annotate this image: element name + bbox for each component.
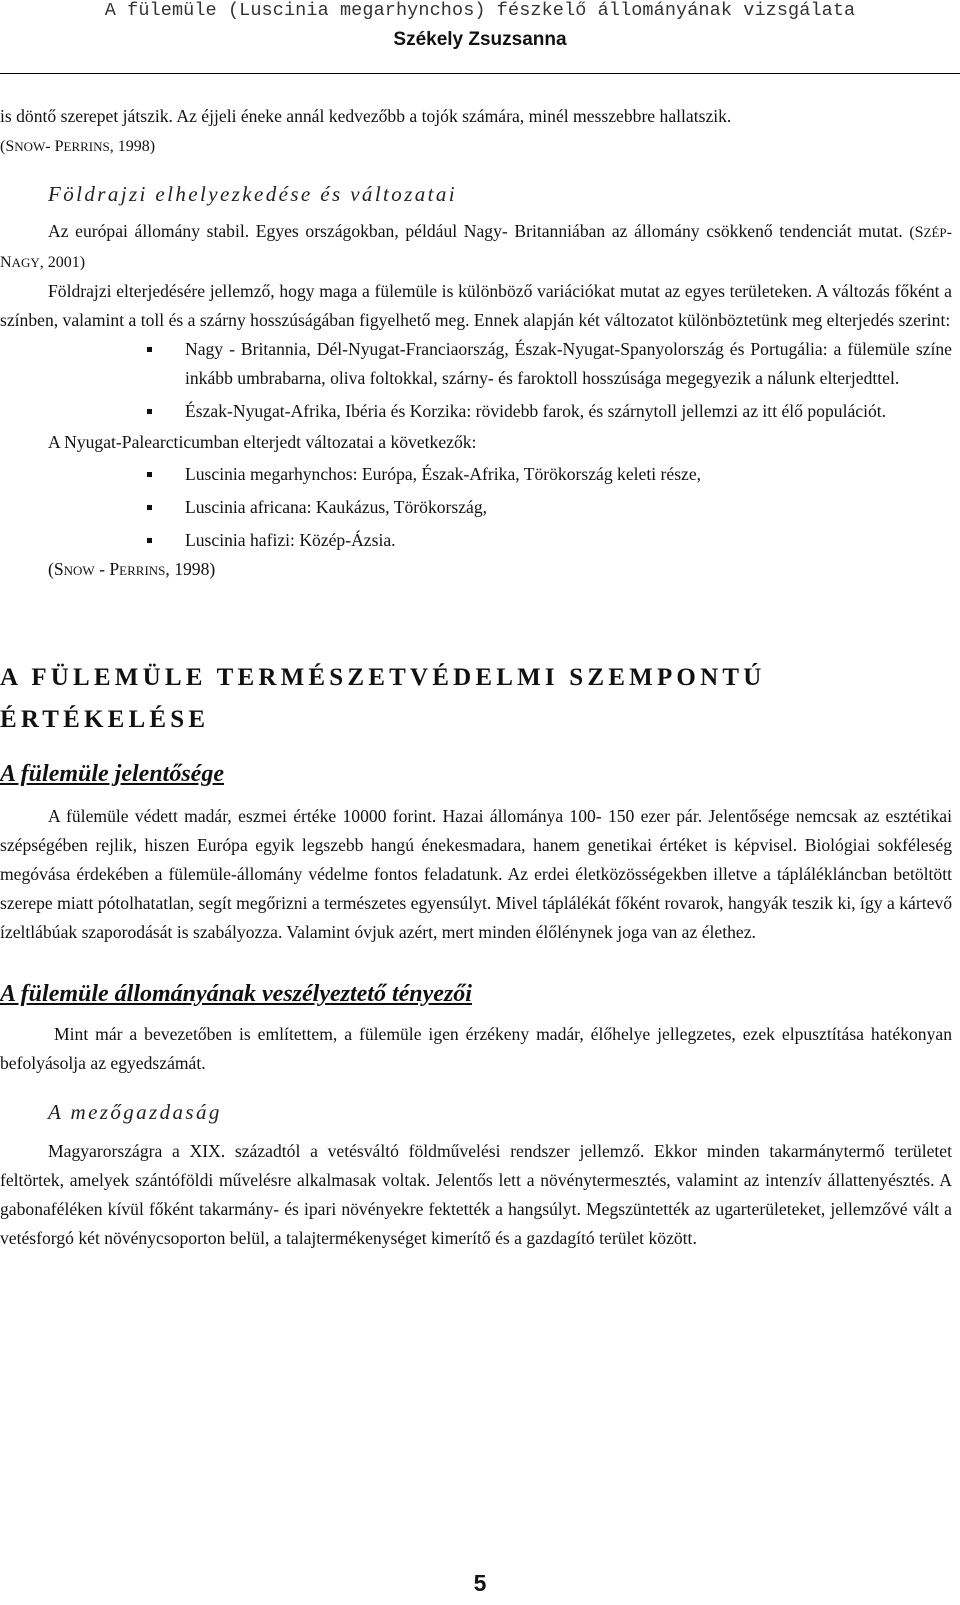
intro-text: is döntő szerepet játszik. Az éjjeli éneke annál kedvezőbb a tojók számára, minél messzebbre hallatszik. bbox=[0, 106, 732, 126]
list-item: Észak-Nyugat-Afrika, Ibéria és Korzika: rövidebb farok, és szárnytoll jellemzi az itt élő populációt. bbox=[185, 397, 952, 426]
list-item: Luscinia megarhynchos: Európa, Észak-Afrika, Törökország keleti része, bbox=[185, 460, 952, 489]
variant-list bbox=[0, 335, 952, 426]
list-item: Nagy - Britannia, Dél-Nyugat-Franciaország, Észak-Nyugat-Spanyolország és Portugália: a fülemüle színe inkább umbrabarna, oliva foltokkal, szárny- és faroktoll hosszúsága megegyezik a nálunk elterjedttel. bbox=[185, 335, 952, 393]
citation: (SZÉP- NAGY, 2001) bbox=[0, 224, 952, 271]
bullet-icon bbox=[147, 472, 152, 477]
bullet-icon bbox=[147, 347, 152, 352]
header-rule bbox=[0, 73, 960, 74]
author-name: Székely Zsuzsanna bbox=[393, 29, 567, 50]
running-title: A fülemüle (Luscinia megarhynchos) fészkelő állományának vizsgálata bbox=[104, 0, 856, 21]
geo-paragraph-2: Földrajzi elterjedésére jellemző, hogy maga a fülemüle is különböző variációkat mutat az egyes területeken. A változás főként a színben, valamint a toll és a szárny hosszúságában figyelhető meg. Ennek alapján két változatot különböztetünk meg elterjedés szerint: bbox=[0, 281, 952, 330]
bullet-icon bbox=[147, 505, 152, 510]
list-item: Luscinia africana: Kaukázus, Törökország, bbox=[185, 493, 952, 522]
page-number: 5 bbox=[473, 1570, 487, 1596]
significance-paragraph: A fülemüle védett madár, eszmei értéke 10000 forint. Hazai állománya 100- 150 ezer pár. Jelentősége nemcsak az esztétikai szépségében rejlik, hiszen Európa egyik legszebb hangú énekesmadara, hanem genetikai értéket is képvisel. Biológiai sokféleség megóvása érdekében a fülemüle-állomány védelme fontos feladatunk. Az erdei életközösségekben illetve a táplálékláncban betöltött szerepe miatt pótolhatatlan, segít megőrizni a természetes egyensúlyt. Mivel táplálékát főként rovarok, hangyák teszik ki, így a kártevő ízeltlábúak szaporodását is szabályozza. Valamint óvjuk azért, mert minden élőlénynek joga van az élethez. bbox=[0, 806, 952, 942]
agriculture-paragraph: Magyarországra a XIX. századtól a vetésváltó földművelési rendszer jellemző. Ekkor minden takarmánytermő területet feltörtek, amelyek szántóföldi művelésre alkalmasak voltak. Jelentős lett a növénytermesztés, valamint az intenzív állattenyésztés. A gabonaféléken kívül főként takarmány- és ipari növényekre fektették a hangsúlyt. Megszüntették az ugarterületeket, jellemzővé vált a vetésforgó két növénycsoporton belül, a talajtermékenységet kimerítő és a gazdagító terület között. bbox=[0, 1141, 952, 1248]
page-body bbox=[0, 102, 952, 1253]
palearctic-list bbox=[0, 460, 952, 555]
heading-significance: A fülemüle jelentősége bbox=[0, 761, 224, 787]
palearctic-intro: A Nyugat-Palearcticumban elterjedt változatai a következők: bbox=[48, 432, 477, 452]
list-item: Luscinia hafizi: Közép-Ázsia. bbox=[185, 526, 952, 555]
paragraph-intro bbox=[0, 102, 952, 161]
geo-heading: Földrajzi elhelyezkedése és változatai bbox=[48, 182, 458, 206]
citation: (SNOW- PERRINS, 1998) bbox=[0, 138, 156, 155]
page-header bbox=[0, 0, 960, 51]
bullet-icon bbox=[147, 409, 152, 414]
geo-paragraph-1: Az európai állomány stabil. Egyes országokban, például Nagy- Britanniában az állomány csökkenő tendenciát mutat. (SZÉP- NAGY, 2001) bbox=[0, 221, 952, 271]
threats-paragraph: Mint már a bevezetőben is említettem, a fülemüle igen érzékeny madár, élőhelye jellegzetes, ezek elpusztítása hatékonyan befolyásolja az egyedszámát. bbox=[0, 1024, 952, 1073]
agriculture-heading: A mezőgazdaság bbox=[48, 1100, 222, 1124]
bullet-icon bbox=[147, 538, 152, 543]
heading-threats: A fülemüle állományának veszélyeztető tényezői bbox=[0, 981, 472, 1007]
section-title: A FÜLEMÜLE TERMÉSZETVÉDELMI SZEMPONTÚ ÉRTÉKELÉSE bbox=[0, 664, 766, 733]
citation: (SNOW - PERRINS, 1998) bbox=[48, 559, 216, 579]
